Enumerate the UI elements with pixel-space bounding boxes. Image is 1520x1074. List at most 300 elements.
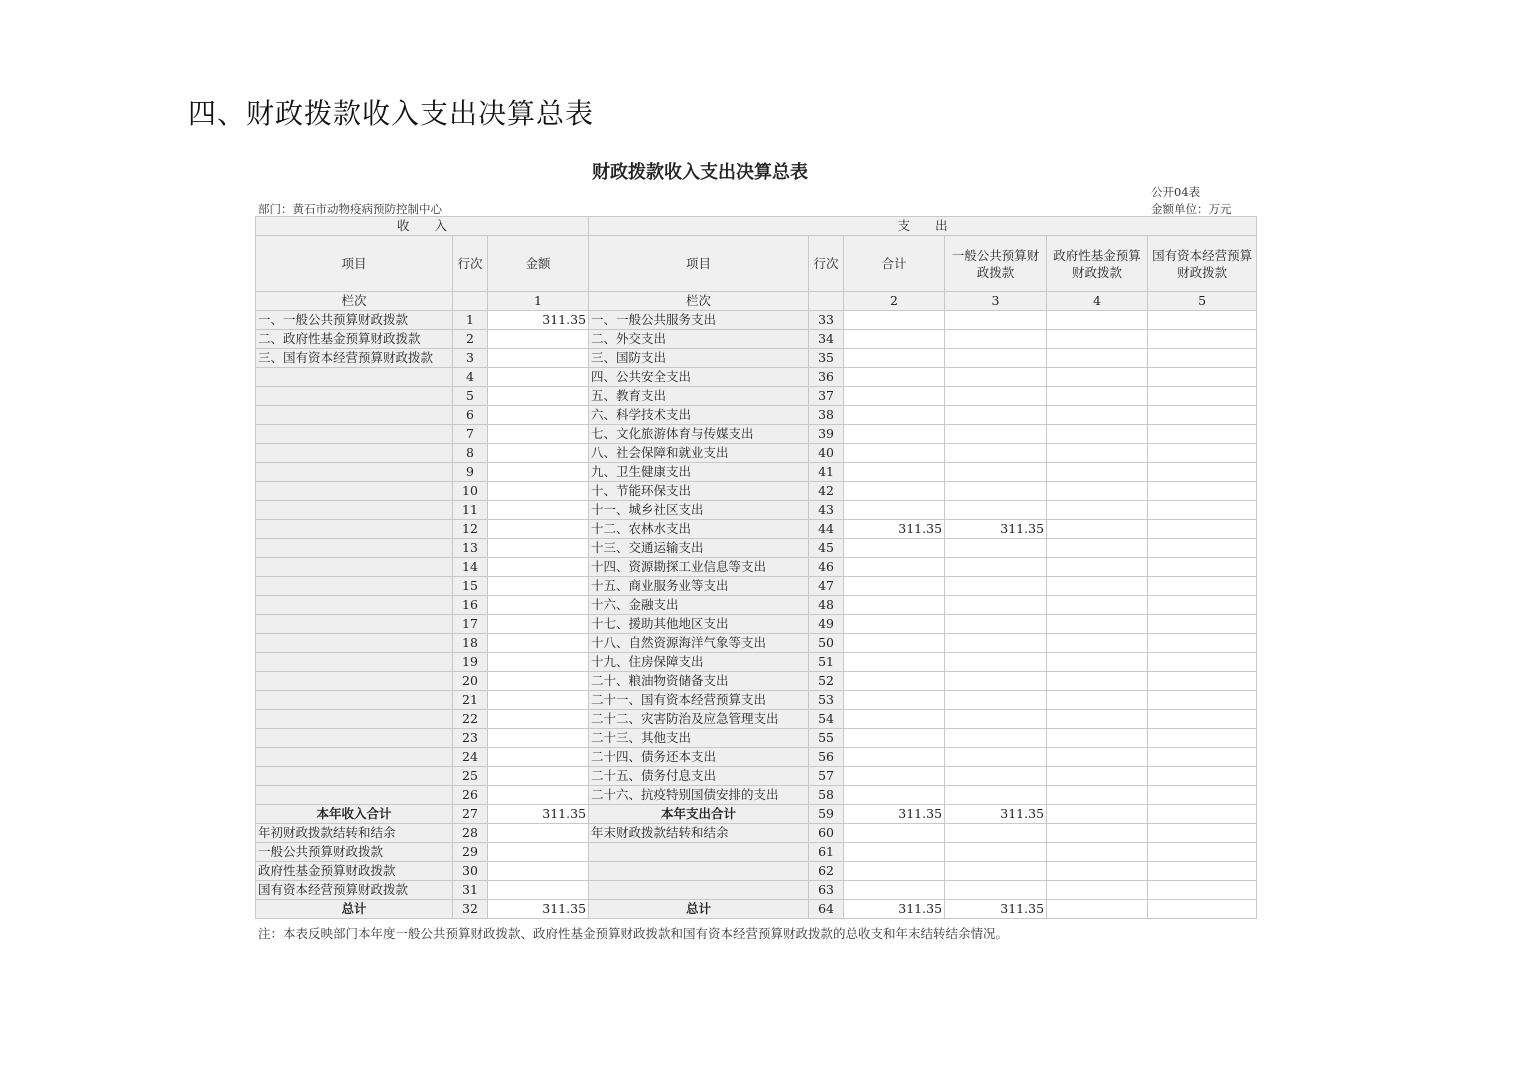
income-line-no: 17 [453, 615, 488, 634]
expense-line-no: 51 [809, 653, 844, 672]
general-budget-amount [945, 615, 1047, 634]
general-budget-amount [945, 482, 1047, 501]
table-row [256, 748, 1257, 767]
expense-item: 五、教育支出 [589, 387, 809, 406]
income-amount [488, 862, 589, 881]
column-index-row [256, 292, 1257, 311]
table-row [256, 634, 1257, 653]
expense-total [844, 596, 945, 615]
income-item: 本年收入合计 [256, 805, 453, 824]
expense-item: 三、国防支出 [589, 349, 809, 368]
income-line-no: 30 [453, 862, 488, 881]
expense-total [844, 672, 945, 691]
table-row [256, 539, 1257, 558]
income-line-no: 13 [453, 539, 488, 558]
col-index-3: 3 [945, 292, 1047, 311]
table-row [256, 425, 1257, 444]
expense-item [589, 862, 809, 881]
expense-item: 十五、商业服务业等支出 [589, 577, 809, 596]
general-budget-amount [945, 843, 1047, 862]
general-budget-amount [945, 368, 1047, 387]
general-budget-amount [945, 463, 1047, 482]
income-amount [488, 520, 589, 539]
expense-item: 年末财政拨款结转和结余 [589, 824, 809, 843]
income-line-no: 29 [453, 843, 488, 862]
expense-total [844, 748, 945, 767]
table-row [256, 615, 1257, 634]
income-line-no: 22 [453, 710, 488, 729]
income-item: 总计 [256, 900, 453, 919]
income-line-no: 15 [453, 577, 488, 596]
income-item: 政府性基金预算财政拨款 [256, 862, 453, 881]
table-row [256, 596, 1257, 615]
expense-total [844, 558, 945, 577]
expense-item: 一、一般公共服务支出 [589, 311, 809, 330]
expense-item: 二、外交支出 [589, 330, 809, 349]
income-line-no: 5 [453, 387, 488, 406]
table-row [256, 653, 1257, 672]
table-row [256, 387, 1257, 406]
state-capital-amount [1148, 843, 1257, 862]
state-capital-amount [1148, 615, 1257, 634]
gov-fund-amount [1047, 558, 1148, 577]
col-index-1: 1 [488, 292, 589, 311]
expense-total [844, 444, 945, 463]
gov-fund-amount [1047, 653, 1148, 672]
expense-line-no: 60 [809, 824, 844, 843]
income-item [256, 653, 453, 672]
state-capital-amount [1148, 691, 1257, 710]
income-line-no: 28 [453, 824, 488, 843]
table-row [256, 900, 1257, 919]
income-header: 收 入 [256, 217, 589, 236]
income-item: 一、一般公共预算财政拨款 [256, 311, 453, 330]
expense-item: 十七、援助其他地区支出 [589, 615, 809, 634]
income-amount-header: 金额 [488, 236, 589, 292]
income-line-no: 14 [453, 558, 488, 577]
expense-item: 二十一、国有资本经营预算支出 [589, 691, 809, 710]
general-budget-amount [945, 596, 1047, 615]
income-amount [488, 748, 589, 767]
expense-item: 二十、粮油物资储备支出 [589, 672, 809, 691]
state-capital-amount [1148, 862, 1257, 881]
expense-item: 二十四、债务还本支出 [589, 748, 809, 767]
gov-fund-amount [1047, 710, 1148, 729]
expense-total [844, 653, 945, 672]
income-item [256, 558, 453, 577]
expense-header: 支 出 [589, 217, 1257, 236]
table-row [256, 501, 1257, 520]
expense-total [844, 368, 945, 387]
page-heading: 四、财政拨款收入支出决算总表 [188, 97, 595, 130]
table-row [256, 349, 1257, 368]
expense-total [844, 786, 945, 805]
expense-item: 十九、住房保障支出 [589, 653, 809, 672]
expense-line-no: 57 [809, 767, 844, 786]
expense-item [589, 881, 809, 900]
gov-fund-amount [1047, 634, 1148, 653]
state-capital-amount [1148, 634, 1257, 653]
state-capital-amount [1148, 520, 1257, 539]
expense-line-no: 41 [809, 463, 844, 482]
income-amount [488, 349, 589, 368]
general-budget-amount: 311.35 [945, 520, 1047, 539]
income-item [256, 767, 453, 786]
income-amount [488, 482, 589, 501]
gov-fund-amount [1047, 539, 1148, 558]
gov-fund-amount [1047, 444, 1148, 463]
income-line-no: 2 [453, 330, 488, 349]
gov-fund-amount [1047, 596, 1148, 615]
state-capital-amount [1148, 672, 1257, 691]
state-capital-amount [1148, 558, 1257, 577]
table-row [256, 805, 1257, 824]
income-item: 年初财政拨款结转和结余 [256, 824, 453, 843]
income-line-no: 20 [453, 672, 488, 691]
expense-line-no: 47 [809, 577, 844, 596]
income-item [256, 406, 453, 425]
gov-fund-amount [1047, 368, 1148, 387]
table-row [256, 672, 1257, 691]
expense-line-no: 62 [809, 862, 844, 881]
expense-line-no: 42 [809, 482, 844, 501]
gov-fund-amount [1047, 311, 1148, 330]
gov-fund-amount [1047, 767, 1148, 786]
income-amount [488, 501, 589, 520]
state-capital-amount [1148, 653, 1257, 672]
gov-fund-amount [1047, 691, 1148, 710]
expense-line-no: 52 [809, 672, 844, 691]
gov-fund-amount [1047, 862, 1148, 881]
income-line-no: 11 [453, 501, 488, 520]
expense-line-no: 44 [809, 520, 844, 539]
expense-total [844, 406, 945, 425]
expense-total [844, 862, 945, 881]
income-amount: 311.35 [488, 900, 589, 919]
income-line-no: 21 [453, 691, 488, 710]
table-row [256, 444, 1257, 463]
table-note: 注：本表反映部门本年度一般公共预算财政拨款、政府性基金预算财政拨款和国有资本经营预算财政拨款的总收支和年末结转结余情况。 [258, 926, 1009, 941]
general-budget-amount [945, 539, 1047, 558]
expense-total [844, 463, 945, 482]
general-budget-amount [945, 691, 1047, 710]
income-item [256, 748, 453, 767]
header-row-1 [256, 217, 1257, 236]
expense-line-no: 33 [809, 311, 844, 330]
table-row [256, 311, 1257, 330]
income-line-no: 3 [453, 349, 488, 368]
expense-item: 二十六、抗疫特别国债安排的支出 [589, 786, 809, 805]
general-budget-amount: 311.35 [945, 805, 1047, 824]
expense-line-no: 35 [809, 349, 844, 368]
expense-item: 六、科学技术支出 [589, 406, 809, 425]
income-item [256, 634, 453, 653]
income-amount [488, 406, 589, 425]
table-number: 公开04表 [1151, 185, 1201, 199]
income-line-no: 7 [453, 425, 488, 444]
table-row [256, 862, 1257, 881]
expense-item: 总计 [589, 900, 809, 919]
state-capital-amount [1148, 463, 1257, 482]
expense-total [844, 349, 945, 368]
income-item: 国有资本经营预算财政拨款 [256, 881, 453, 900]
expense-item: 本年支出合计 [589, 805, 809, 824]
general-budget-amount [945, 672, 1047, 691]
income-line-no: 18 [453, 634, 488, 653]
income-item [256, 672, 453, 691]
state-capital-amount [1148, 444, 1257, 463]
expense-total [844, 881, 945, 900]
income-line-no: 23 [453, 729, 488, 748]
state-capital-amount [1148, 748, 1257, 767]
expense-line-no: 46 [809, 558, 844, 577]
expense-line-no: 37 [809, 387, 844, 406]
expense-total [844, 311, 945, 330]
expense-line-no: 40 [809, 444, 844, 463]
income-line-no: 1 [453, 311, 488, 330]
expense-item: 十六、金融支出 [589, 596, 809, 615]
expense-total [844, 539, 945, 558]
income-line-no: 16 [453, 596, 488, 615]
income-amount [488, 881, 589, 900]
expense-total [844, 615, 945, 634]
state-capital-amount [1148, 805, 1257, 824]
general-budget-amount [945, 767, 1047, 786]
col-index-2: 2 [844, 292, 945, 311]
state-capital-amount [1148, 539, 1257, 558]
income-line-no: 10 [453, 482, 488, 501]
gov-fund-amount [1047, 824, 1148, 843]
table-row [256, 577, 1257, 596]
gov-fund-amount [1047, 900, 1148, 919]
income-item [256, 786, 453, 805]
budget-table [255, 216, 1257, 919]
general-budget-amount [945, 577, 1047, 596]
department-label: 部门：黄石市动物疫病预防控制中心 [258, 202, 442, 216]
income-amount [488, 691, 589, 710]
gov-fund-amount [1047, 786, 1148, 805]
income-amount [488, 672, 589, 691]
income-item [256, 520, 453, 539]
gov-fund-amount [1047, 843, 1148, 862]
gov-fund-amount [1047, 729, 1148, 748]
income-item: 三、国有资本经营预算财政拨款 [256, 349, 453, 368]
income-amount [488, 387, 589, 406]
expense-item: 十一、城乡社区支出 [589, 501, 809, 520]
income-amount [488, 653, 589, 672]
general-budget-amount [945, 406, 1047, 425]
income-amount [488, 330, 589, 349]
expense-line-no: 59 [809, 805, 844, 824]
state-capital-amount [1148, 577, 1257, 596]
expense-line-no: 64 [809, 900, 844, 919]
gov-fund-amount [1047, 463, 1148, 482]
expense-line-no: 63 [809, 881, 844, 900]
income-item [256, 691, 453, 710]
state-capital-amount [1148, 482, 1257, 501]
general-budget-amount [945, 748, 1047, 767]
total-header: 合计 [844, 236, 945, 292]
expense-total [844, 824, 945, 843]
table-row [256, 330, 1257, 349]
expense-item: 八、社会保障和就业支出 [589, 444, 809, 463]
gov-fund-amount [1047, 482, 1148, 501]
table-row [256, 767, 1257, 786]
general-budget-amount [945, 330, 1047, 349]
general-budget-amount [945, 349, 1047, 368]
general-budget-amount [945, 653, 1047, 672]
state-capital-amount [1148, 387, 1257, 406]
gov-fund-amount [1047, 387, 1148, 406]
income-line-no: 12 [453, 520, 488, 539]
expense-line-no: 43 [809, 501, 844, 520]
gov-fund-amount [1047, 330, 1148, 349]
unit-label: 金额单位：万元 [1151, 202, 1232, 216]
gov-fund-header: 政府性基金预算财政拨款 [1047, 236, 1148, 292]
expense-item: 二十三、其他支出 [589, 729, 809, 748]
state-capital-amount [1148, 881, 1257, 900]
gov-fund-amount [1047, 805, 1148, 824]
expense-item: 七、文化旅游体育与传媒支出 [589, 425, 809, 444]
expense-line-no: 36 [809, 368, 844, 387]
general-budget-amount [945, 387, 1047, 406]
expense-line-no: 50 [809, 634, 844, 653]
expense-item: 二十二、灾害防治及应急管理支出 [589, 710, 809, 729]
expense-line-no: 61 [809, 843, 844, 862]
table-row [256, 786, 1257, 805]
table-title: 财政拨款收入支出决算总表 [592, 162, 808, 183]
expense-item: 十四、资源勘探工业信息等支出 [589, 558, 809, 577]
expense-line-no: 48 [809, 596, 844, 615]
state-capital-amount [1148, 729, 1257, 748]
state-capital-amount [1148, 349, 1257, 368]
income-line-no: 26 [453, 786, 488, 805]
gov-fund-amount [1047, 748, 1148, 767]
expense-total [844, 330, 945, 349]
general-budget-amount [945, 710, 1047, 729]
income-amount [488, 824, 589, 843]
col-label-income: 栏次 [256, 292, 453, 311]
col-index-4: 4 [1047, 292, 1148, 311]
table-row [256, 368, 1257, 387]
expense-line-no: 38 [809, 406, 844, 425]
expense-item [589, 843, 809, 862]
income-line-no: 6 [453, 406, 488, 425]
expense-line-no: 56 [809, 748, 844, 767]
col-index-5: 5 [1148, 292, 1257, 311]
income-item [256, 387, 453, 406]
state-capital-amount [1148, 900, 1257, 919]
general-budget-amount [945, 729, 1047, 748]
income-amount [488, 634, 589, 653]
expense-total [844, 387, 945, 406]
expense-total [844, 767, 945, 786]
expense-total [844, 691, 945, 710]
expense-line-no: 39 [809, 425, 844, 444]
table-row [256, 843, 1257, 862]
income-amount [488, 843, 589, 862]
state-capital-amount [1148, 368, 1257, 387]
col-label-expense: 栏次 [589, 292, 809, 311]
expense-total [844, 634, 945, 653]
income-amount: 311.35 [488, 311, 589, 330]
income-item-header: 项目 [256, 236, 453, 292]
general-budget-amount [945, 881, 1047, 900]
income-amount [488, 577, 589, 596]
header-row-2 [256, 236, 1257, 292]
table-row [256, 406, 1257, 425]
income-item [256, 425, 453, 444]
table-row [256, 729, 1257, 748]
income-amount [488, 786, 589, 805]
general-budget-amount [945, 558, 1047, 577]
expense-item-header: 项目 [589, 236, 809, 292]
income-item [256, 577, 453, 596]
general-budget-amount [945, 425, 1047, 444]
income-item [256, 539, 453, 558]
income-amount [488, 463, 589, 482]
expense-total [844, 577, 945, 596]
income-item [256, 710, 453, 729]
income-amount [488, 729, 589, 748]
gov-fund-amount [1047, 577, 1148, 596]
income-amount [488, 425, 589, 444]
income-item: 二、政府性基金预算财政拨款 [256, 330, 453, 349]
gov-fund-amount [1047, 349, 1148, 368]
expense-total [844, 501, 945, 520]
state-capital-amount [1148, 501, 1257, 520]
income-item [256, 482, 453, 501]
expense-line-no: 55 [809, 729, 844, 748]
table-row [256, 710, 1257, 729]
state-capital-amount [1148, 596, 1257, 615]
state-capital-amount [1148, 767, 1257, 786]
expense-item: 九、卫生健康支出 [589, 463, 809, 482]
income-item [256, 615, 453, 634]
expense-line-no: 45 [809, 539, 844, 558]
expense-total: 311.35 [844, 805, 945, 824]
expense-line-no: 53 [809, 691, 844, 710]
income-line-no: 25 [453, 767, 488, 786]
expense-total [844, 729, 945, 748]
income-line-no: 4 [453, 368, 488, 387]
expense-item: 十二、农林水支出 [589, 520, 809, 539]
income-line-no: 27 [453, 805, 488, 824]
table-row [256, 463, 1257, 482]
gov-fund-amount [1047, 520, 1148, 539]
income-line-no: 32 [453, 900, 488, 919]
income-line-no: 9 [453, 463, 488, 482]
income-amount [488, 615, 589, 634]
income-line-header: 行次 [453, 236, 488, 292]
income-item [256, 729, 453, 748]
general-budget-amount [945, 786, 1047, 805]
state-capital-header: 国有资本经营预算财政拨款 [1148, 236, 1257, 292]
state-capital-amount [1148, 406, 1257, 425]
gov-fund-amount [1047, 406, 1148, 425]
expense-total [844, 482, 945, 501]
income-amount: 311.35 [488, 805, 589, 824]
general-budget-amount [945, 444, 1047, 463]
general-budget-header: 一般公共预算财政拨款 [945, 236, 1047, 292]
income-item [256, 463, 453, 482]
general-budget-amount [945, 634, 1047, 653]
expense-line-no: 58 [809, 786, 844, 805]
expense-item: 十、节能环保支出 [589, 482, 809, 501]
expense-item: 十三、交通运输支出 [589, 539, 809, 558]
income-line-no: 19 [453, 653, 488, 672]
state-capital-amount [1148, 425, 1257, 444]
